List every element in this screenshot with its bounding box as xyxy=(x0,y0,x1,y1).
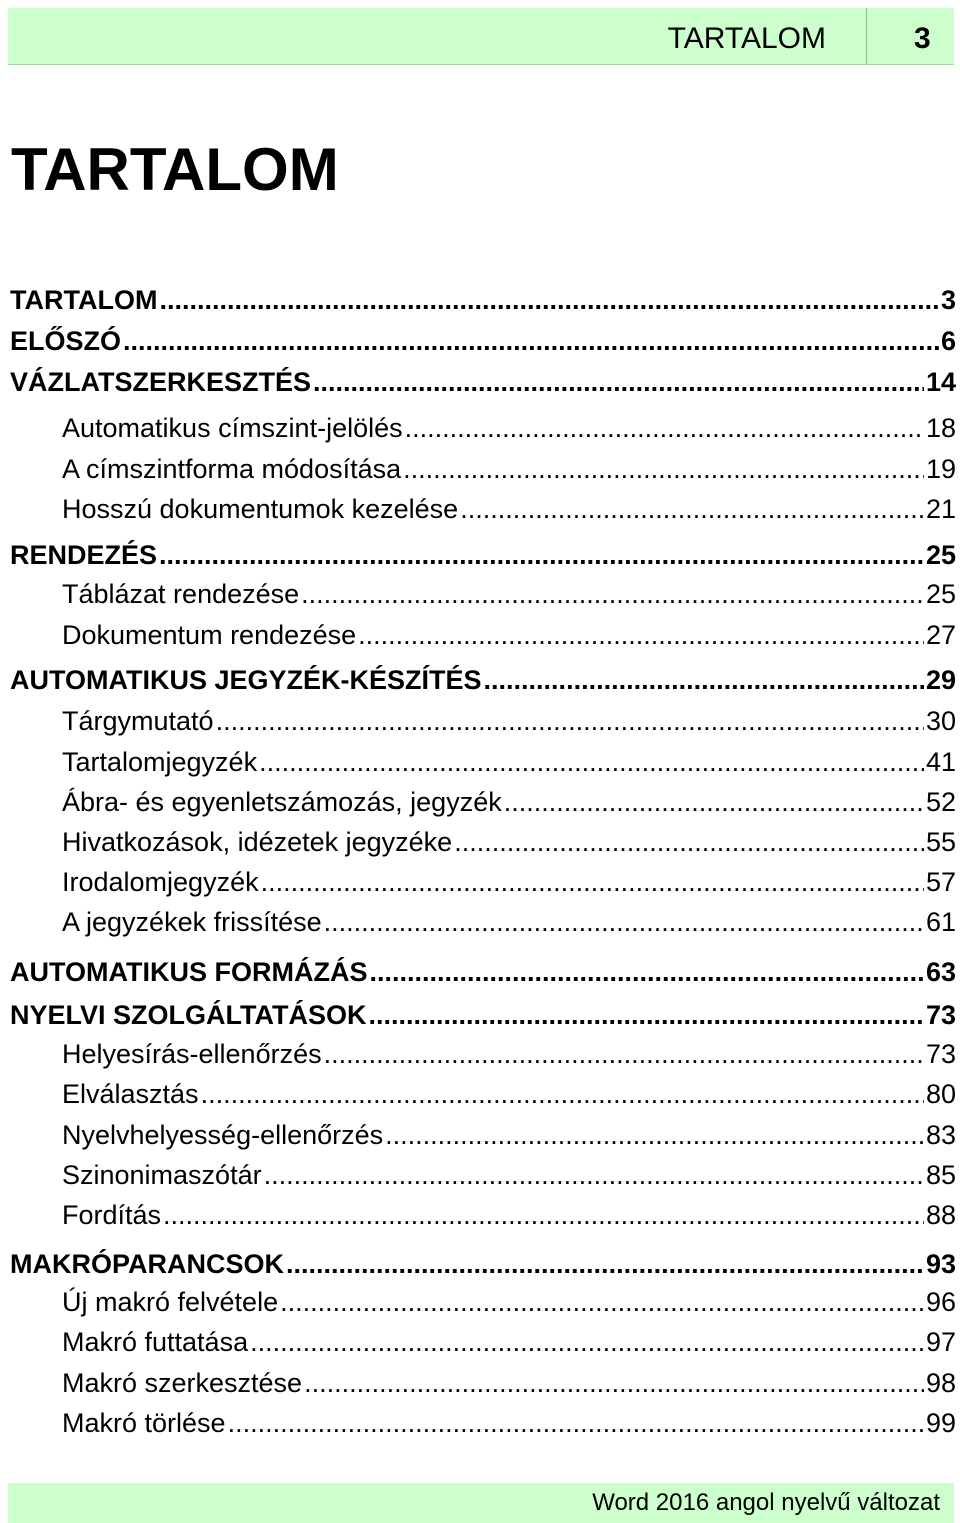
toc-entry-label: RENDEZÉS xyxy=(10,540,158,570)
toc-entry-page: 88 xyxy=(925,1200,956,1230)
toc-entry[interactable] xyxy=(10,1078,956,1110)
toc-entry-label: Dokumentum rendezése xyxy=(62,620,357,650)
toc-entry-page: 97 xyxy=(925,1327,956,1357)
toc-dot-leader xyxy=(216,705,924,737)
toc-entry-label: Új makró felvétele xyxy=(62,1287,279,1317)
toc-entry[interactable] xyxy=(10,1248,956,1280)
toc-entry-label: ELŐSZÓ xyxy=(10,326,122,356)
toc-entry-page: 57 xyxy=(925,867,956,897)
toc-entry-label: Automatikus címszint-jelölés xyxy=(62,413,403,443)
toc-entry-label: NYELVI SZOLGÁLTATÁSOK xyxy=(10,1000,367,1030)
toc-dot-leader xyxy=(403,453,924,485)
toc-entry[interactable] xyxy=(10,906,956,938)
toc-entry-page: 73 xyxy=(925,1039,956,1069)
toc-dot-leader xyxy=(264,1159,924,1191)
toc-entry[interactable] xyxy=(10,956,956,988)
toc-entry-label: TARTALOM xyxy=(10,285,158,315)
toc-entry[interactable] xyxy=(10,1407,956,1439)
toc-entry-label: Nyelvhelyesség-ellenőrzés xyxy=(62,1120,384,1150)
toc-dot-leader xyxy=(385,1119,924,1151)
toc-entry-label: A jegyzékek frissítése xyxy=(62,907,322,937)
toc-entry-label: Tartalomjegyzék xyxy=(62,747,258,777)
page-footer xyxy=(8,1483,954,1523)
page-header xyxy=(8,8,954,65)
header-divider xyxy=(866,8,867,64)
toc-entry[interactable] xyxy=(10,1286,956,1318)
toc-entry-label: Hivatkozások, idézetek jegyzéke xyxy=(62,827,453,857)
toc-entry-page: 41 xyxy=(925,747,956,777)
toc-dot-leader xyxy=(163,1199,924,1231)
toc-dot-leader xyxy=(324,906,924,938)
toc-entry-page: 52 xyxy=(925,787,956,817)
toc-entry[interactable] xyxy=(10,705,956,737)
toc-dot-leader xyxy=(280,1286,924,1318)
toc-entry[interactable] xyxy=(10,1199,956,1231)
toc-entry-label: Tárgymutató xyxy=(62,706,214,736)
toc-entry-page: 80 xyxy=(925,1079,956,1109)
toc-dot-leader xyxy=(201,1078,924,1110)
toc-entry-page: 25 xyxy=(925,540,956,570)
toc-entry[interactable] xyxy=(10,866,956,898)
toc-entry-page: 93 xyxy=(925,1249,956,1279)
toc-entry-page: 18 xyxy=(925,413,956,443)
toc-entry-page: 98 xyxy=(925,1368,956,1398)
toc-entry[interactable] xyxy=(10,539,956,571)
toc-entry-page: 55 xyxy=(925,827,956,857)
toc-dot-leader xyxy=(123,325,939,357)
toc-entry-label: MAKRÓPARANCSOK xyxy=(10,1249,284,1279)
toc-dot-leader xyxy=(286,1248,924,1280)
page-title: TARTALOM xyxy=(11,136,339,203)
toc-entry-page: 6 xyxy=(940,326,956,356)
toc-entry-label: A címszintforma módosítása xyxy=(62,454,402,484)
header-page-number: 3 xyxy=(914,22,931,55)
toc-dot-leader xyxy=(159,284,939,316)
toc-entry[interactable] xyxy=(10,366,956,398)
toc-dot-leader xyxy=(484,664,924,696)
toc-entry[interactable] xyxy=(10,1119,956,1151)
header-title: TARTALOM xyxy=(667,22,826,55)
toc-entry[interactable] xyxy=(10,493,956,525)
toc-dot-leader xyxy=(369,956,923,988)
toc-entry[interactable] xyxy=(10,412,956,444)
toc-entry-page: 83 xyxy=(925,1120,956,1150)
toc-dot-leader xyxy=(454,826,924,858)
toc-entry-page: 27 xyxy=(925,620,956,650)
toc-entry-page: 96 xyxy=(925,1287,956,1317)
toc-dot-leader xyxy=(504,786,924,818)
toc-entry[interactable] xyxy=(10,1159,956,1191)
toc-entry[interactable] xyxy=(10,578,956,610)
toc-entry[interactable] xyxy=(10,1038,956,1070)
toc-entry-label: Makró szerkesztése xyxy=(62,1368,303,1398)
toc-entry[interactable] xyxy=(10,619,956,651)
toc-entry[interactable] xyxy=(10,826,956,858)
toc-dot-leader xyxy=(358,619,924,651)
toc-entry[interactable] xyxy=(10,453,956,485)
toc-entry-label: Helyesírás-ellenőrzés xyxy=(62,1039,322,1069)
toc-entry-label: Szinonimaszótár xyxy=(62,1160,262,1190)
toc-entry-page: 3 xyxy=(940,285,956,315)
toc-entry[interactable] xyxy=(10,786,956,818)
toc-dot-leader xyxy=(159,539,924,571)
toc-entry-page: 30 xyxy=(925,706,956,736)
toc-entry-label: Hosszú dokumentumok kezelése xyxy=(62,494,459,524)
toc-entry-label: VÁZLATSZERKESZTÉS xyxy=(10,367,312,397)
toc-entry[interactable] xyxy=(10,664,956,696)
toc-dot-leader xyxy=(228,1407,924,1439)
toc-entry-page: 29 xyxy=(925,665,956,695)
toc-entry[interactable] xyxy=(10,1367,956,1399)
toc-entry-label: Fordítás xyxy=(62,1200,162,1230)
toc-dot-leader xyxy=(259,746,924,778)
toc-dot-leader xyxy=(250,1326,924,1358)
toc-entry-label: Ábra- és egyenletszámozás, jegyzék xyxy=(62,787,502,817)
footer-text: Word 2016 angol nyelvű változat xyxy=(592,1489,940,1516)
toc-entry-label: Irodalomjegyzék xyxy=(62,867,259,897)
toc-entry-label: Makró futtatása xyxy=(62,1327,249,1357)
toc-dot-leader xyxy=(261,866,924,898)
toc-dot-leader xyxy=(368,999,923,1031)
toc-entry-page: 61 xyxy=(925,907,956,937)
toc-entry[interactable] xyxy=(10,325,956,357)
toc-entry-page: 73 xyxy=(925,1000,956,1030)
toc-entry-label: Táblázat rendezése xyxy=(62,579,300,609)
toc-dot-leader xyxy=(304,1367,924,1399)
toc-dot-leader xyxy=(313,366,924,398)
toc-dot-leader xyxy=(301,578,924,610)
toc-entry-label: Elválasztás xyxy=(62,1079,199,1109)
toc-entry[interactable] xyxy=(10,999,956,1031)
toc-entry-label: AUTOMATIKUS FORMÁZÁS xyxy=(10,957,368,987)
toc-entry-page: 21 xyxy=(925,494,956,524)
toc-entry-label: Makró törlése xyxy=(62,1408,226,1438)
toc-entry-page: 63 xyxy=(925,957,956,987)
toc-entry-page: 14 xyxy=(925,367,956,397)
toc-dot-leader xyxy=(324,1038,924,1070)
toc-entry-page: 19 xyxy=(925,454,956,484)
toc-entry-page: 85 xyxy=(925,1160,956,1190)
toc-dot-leader xyxy=(460,493,924,525)
toc-entry-page: 25 xyxy=(925,579,956,609)
toc-entry[interactable] xyxy=(10,1326,956,1358)
toc-entry[interactable] xyxy=(10,746,956,778)
toc-dot-leader xyxy=(405,412,924,444)
toc-entry[interactable] xyxy=(10,284,956,316)
toc-entry-page: 99 xyxy=(925,1408,956,1438)
toc-entry-label: AUTOMATIKUS JEGYZÉK-KÉSZÍTÉS xyxy=(10,665,482,695)
